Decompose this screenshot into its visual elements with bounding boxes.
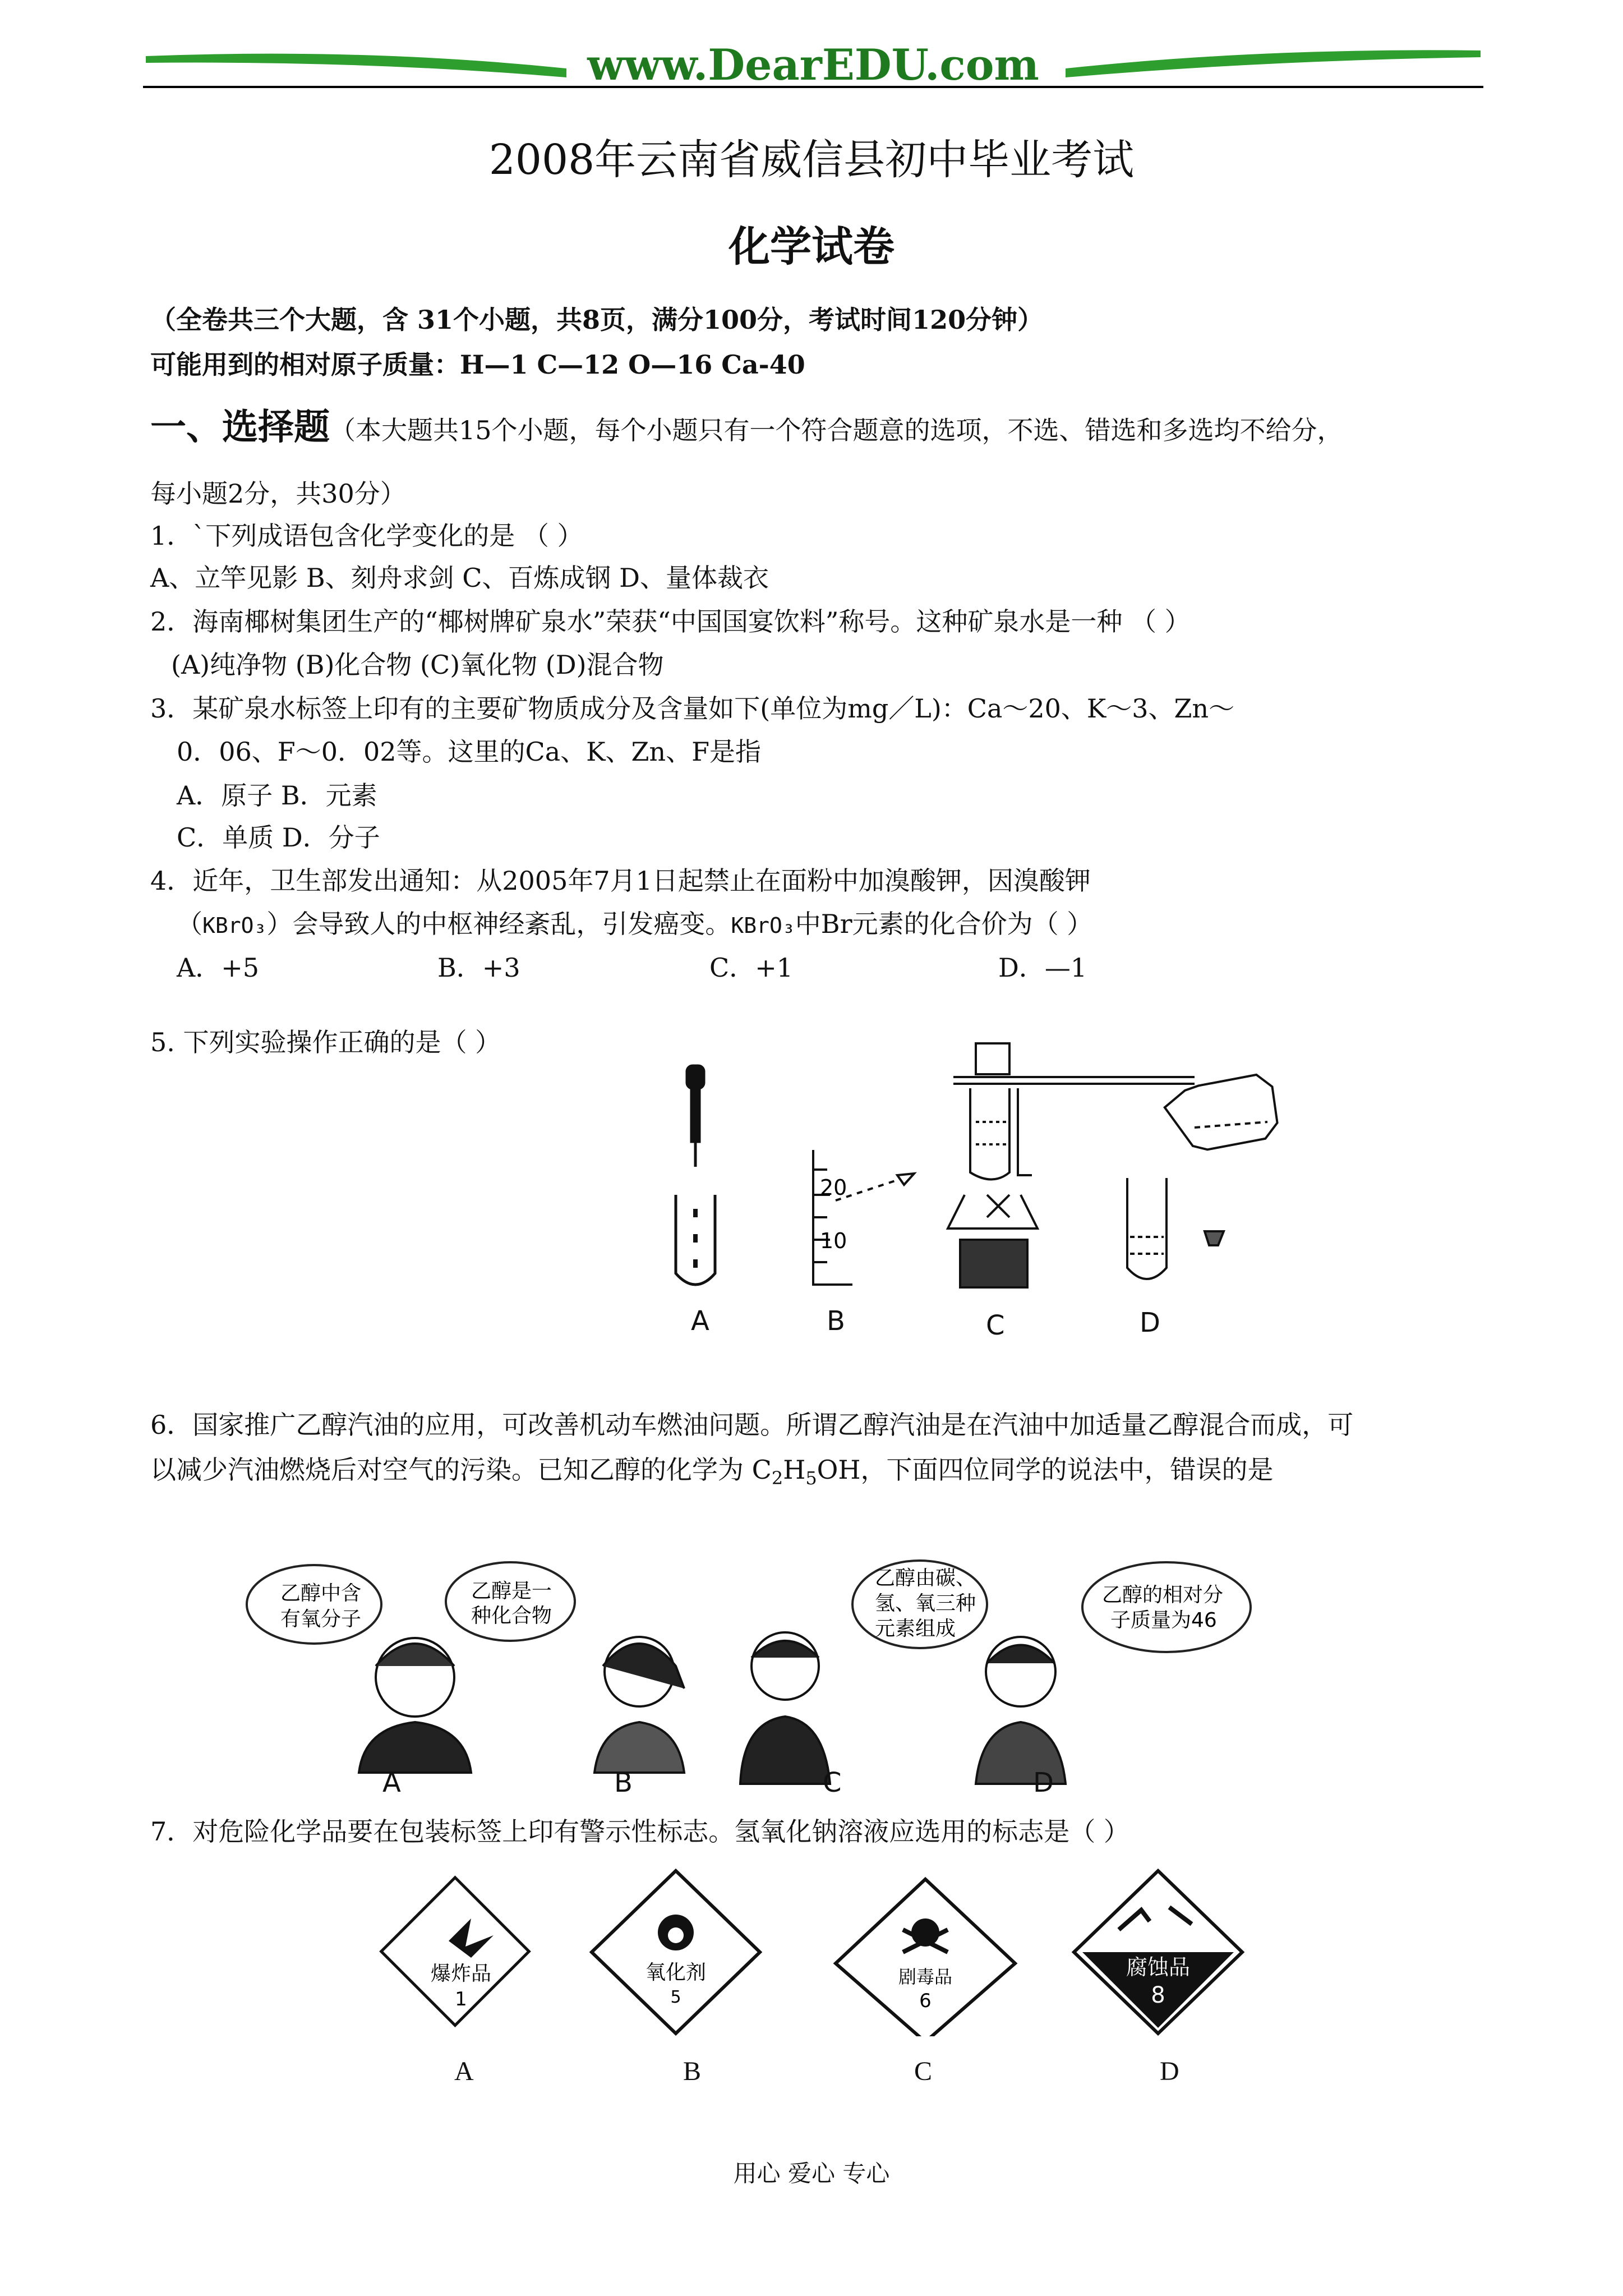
bubble-b-line2: 种化合物 — [471, 1604, 552, 1627]
q6-label-a: A — [382, 1767, 401, 1798]
q5-apparatus-figure — [617, 1032, 1357, 1346]
heating-setup — [948, 1043, 1195, 1287]
q6-sub-2: 2 — [771, 1467, 783, 1489]
bubble-a-line2: 有氧分子 — [280, 1608, 362, 1631]
q5-label-b: B — [827, 1305, 845, 1337]
q6-stem2 — [150, 1453, 1274, 1495]
sign-a-name: 爆炸品 — [430, 1962, 492, 1985]
student-d — [976, 1637, 1066, 1784]
q2-options: (A)纯净物 (B)化合物 (C)氧化物 (D)混合物 — [171, 650, 664, 680]
student-a — [359, 1638, 471, 1773]
cylinder-tick-20: 20 — [820, 1175, 847, 1200]
q7-stem: 7．对危险化学品要在包装标签上印有警示性标志。氢氧化钠溶液应选用的标志是（ ） — [150, 1816, 1129, 1847]
sign-c-name: 剧毒品 — [898, 1966, 953, 1987]
q4-option-a: A．+5 — [177, 953, 260, 983]
q5-label-a: A — [691, 1305, 709, 1337]
bottle-pouring — [1127, 1073, 1280, 1279]
bubble-c-line2: 氢、氧三种 — [875, 1592, 976, 1615]
q7-label-c: C — [914, 2056, 933, 2086]
q7-label-a: A — [454, 2056, 474, 2086]
section1-heading: 一、选择题 — [150, 406, 330, 448]
sign-d-num: 8 — [1151, 1982, 1165, 2008]
q4-paren-open: （ — [177, 909, 202, 939]
dropper-test-tube — [676, 1066, 715, 1285]
bubble-c-line3: 元素组成 — [875, 1617, 956, 1640]
q5-label-c: C — [986, 1310, 1005, 1341]
cylinder-tick-10: 10 — [820, 1228, 847, 1253]
kbro3-formula: KBrO₃ — [202, 913, 267, 938]
q5-label-d: D — [1140, 1307, 1160, 1338]
kbro3-formula-2: KBrO₃ — [731, 913, 795, 938]
sign-c-num: 6 — [919, 1990, 932, 2012]
bubble-d-line2: 子质量为46 — [1110, 1609, 1217, 1632]
student-b — [594, 1637, 684, 1773]
student-c — [740, 1632, 830, 1784]
page-footer: 用心 爱心 专心 — [733, 2160, 890, 2187]
exam-note: （全卷共三个大题，含 31个小题，共8页，满分100分，考试时间120分钟） — [150, 305, 1044, 335]
q4-option-d: D．—1 — [998, 953, 1087, 983]
atomic-mass: 可能用到的相对原子质量：H—1 C—12 O—16 Ca-40 — [150, 349, 805, 380]
q4-stem2 — [177, 907, 1092, 942]
q2-stem: 2．海南椰树集团生产的“椰树牌矿泉水”荣获“中国国宴饮料”称号。这种矿泉水是一种 （ ） — [150, 606, 1191, 637]
q4-stem1: 4．近年，卫生部发出通知：从2005年7月1日起禁止在面粉中加溴酸钾，因溴酸钾 — [150, 866, 1091, 896]
bubble-a-line1: 乙醇中含 — [280, 1582, 362, 1605]
sign-a-num: 1 — [455, 1988, 467, 2010]
q7-label-b: B — [683, 2056, 702, 2086]
q6-h: H — [783, 1455, 806, 1485]
bubble-d-line1: 乙醇的相对分 — [1102, 1584, 1224, 1607]
q3-stem1: 3．某矿泉水标签上印有的主要矿物质成分及含量如下(单位为mg／L)：Ca～20、K～3、Zn～ — [150, 693, 1235, 724]
q4-stem2-end: 中Br元素的化合价为（ ） — [795, 909, 1093, 939]
corrosive-sign — [1074, 1871, 1242, 2033]
q3-stem2: 0．06、F～0．02等。这里的Ca、K、Zn、F是指 — [177, 737, 762, 767]
explosive-sign — [381, 1878, 529, 2026]
toxic-sign — [836, 1879, 1015, 2036]
q4-stem2-text: ）会导致人的中枢神经紊乱，引发癌变。 — [266, 909, 731, 939]
q3-opt1: A．原子 B．元素 — [177, 780, 377, 811]
header-banner — [140, 34, 1486, 90]
q7-label-d: D — [1160, 2056, 1179, 2086]
sign-b-name: 氧化剂 — [645, 1961, 707, 1984]
q6-stem1: 6．国家推广乙醇汽油的应用，可改善机动车燃油问题。所谓乙醇汽油是在汽油中加适量乙醇混合而成，可 — [150, 1410, 1354, 1440]
bubble-c-line1: 乙醇由碳、 — [875, 1567, 976, 1590]
q6-cartoon-figure — [236, 1559, 1301, 1795]
q1-options: A、立竿见影 B、刻舟求剑 C、百炼成钢 D、量体裁衣 — [150, 563, 769, 593]
q4-option-c: C．+1 — [709, 953, 794, 983]
header-site: www.DearEDU.com — [587, 40, 1039, 90]
q3-opt2: C．单质 D．分子 — [177, 822, 380, 853]
page-title: 2008年云南省威信县初中毕业考试 — [488, 136, 1135, 184]
q6-sub-5: 5 — [805, 1467, 817, 1489]
q6-stem2-b: OH，下面四位同学的说法中，错误的是 — [817, 1455, 1274, 1485]
oxidizer-sign — [592, 1871, 760, 2033]
section1-header — [150, 406, 1343, 448]
bubble-b-line1: 乙醇是一 — [471, 1580, 552, 1603]
q4-option-b: B．+3 — [437, 953, 520, 983]
sign-b-num: 5 — [670, 1987, 681, 2007]
q7-hazard-signs — [365, 1868, 1273, 2036]
page-subtitle: 化学试卷 — [728, 223, 895, 271]
graduated-cylinder — [813, 1150, 914, 1285]
q1-stem: 1．`下列成语包含化学变化的是 （ ） — [150, 521, 583, 551]
q6-label-b: B — [614, 1767, 633, 1798]
q6-stem2-a: 以减少汽油燃烧后对空气的污染。已知乙醇的化学为 C — [150, 1455, 772, 1485]
q5-stem: 5. 下列实验操作正确的是（ ） — [150, 1027, 501, 1057]
q6-label-c: C — [823, 1767, 842, 1798]
q6-label-d: D — [1033, 1767, 1054, 1798]
sign-d-name: 腐蚀品 — [1126, 1955, 1191, 1980]
section1-desc: （本大题共15个小题，每个小题只有一个符合题意的选项，不选、错选和多选均不给分， — [330, 415, 1343, 445]
section1-desc2: 每小题2分，共30分） — [150, 478, 406, 509]
